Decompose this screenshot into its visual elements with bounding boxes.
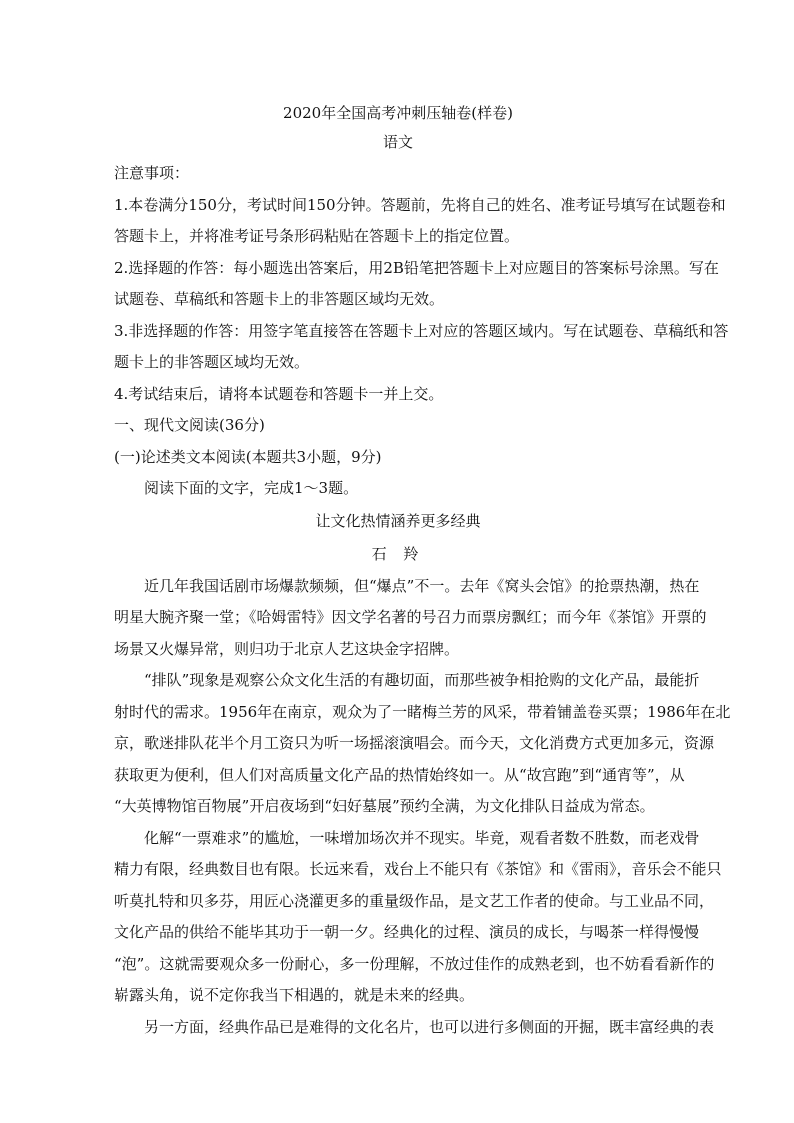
paragraph	[114, 665, 731, 823]
notice-item-2-line-1: 2.选择题的作答：每小题选出答案后，用2B铅笔把答题卡上对应题目的答案标号涂黑。写在	[114, 258, 719, 277]
notice-item-3-line-1: 3.非选择题的作答：用签字笔直接答在答题卡上对应的答题区域内。写在试题卷、草稿纸和答	[114, 321, 729, 340]
paragraph-line: 京，歌迷排队花半个月工资只为听一场摇滚演唱会。而今天，文化消费方式更加多元，资源	[114, 734, 715, 752]
notice-heading: 注意事项：	[114, 164, 190, 182]
exam-subject: 语文	[382, 133, 413, 151]
paragraph-line: 明星大腕齐聚一堂；《哈姆雷特》因文学名著的号召力而票房飘红；而今年《茶馆》开票的	[114, 608, 707, 626]
paragraph-line: “排队”现象是观察公众文化生活的有趣切面，而那些被争相抢购的文化产品，最能折	[144, 671, 700, 689]
notice-item-1-line-1: 1.本卷满分150分，考试时间150分钟。答题前，先将自己的姓名、准考证号填写在试题卷和	[114, 195, 726, 214]
paragraph-line: 获取更为便利，但人们对高质量文化产品的热情始终如一。从“故宫跑”到“通宵等”，从	[114, 765, 685, 784]
notice-list	[114, 190, 729, 411]
article-author: 石 羚	[371, 544, 425, 563]
paragraph-line: “泡”。这就需要观众多一份耐心，多一份理解，不放过佳作的成熟老到，也不妨看看新作的	[114, 954, 715, 973]
notice-item-2-line-2: 试题卷、草稿纸和答题卡上的非答题区域均无效。	[114, 290, 445, 308]
paragraph-line: 射时代的需求。1956年在南京，观众为了一睹梅兰芳的风采，带着铺盖卷买票；1986年在北	[114, 702, 731, 721]
notice-item-1-line-2: 答题卡上，并将准考证号条形码粘贴在答题卡上的指定位置。	[114, 227, 520, 245]
paragraph-line: “大英博物馆百物展”开启夜场到“妇好墓展”预约全满，为文化排队日益成为常态。	[114, 797, 655, 815]
section-title: 一、现代文阅读(36分)	[114, 416, 265, 434]
paragraph-line: 化解“一票难求”的尴尬，一味增加场次并不现实。毕竟，观看者数不胜数，而老戏骨	[144, 828, 700, 847]
paragraph-line: 近几年我国话剧市场爆款频频，但“爆点”不一。去年《窝头会馆》的抢票热潮，热在	[144, 576, 700, 595]
article-title: 让文化热情涵养更多经典	[315, 511, 481, 530]
exam-page	[114, 100, 731, 1043]
notice-item-3-line-2: 题卡上的非答题区域均无效。	[114, 353, 310, 371]
paragraph-line: 另一方面，经典作品已是难得的文化名片，也可以进行多侧面的开掘，既丰富经典的表	[144, 1017, 715, 1036]
article-body	[114, 571, 731, 1044]
notice-item-4-line-1: 4.考试结束后，请将本试题卷和答题卡一并上交。	[114, 384, 444, 403]
paragraph	[114, 571, 707, 666]
paragraph-line: 听莫扎特和贝多芬，用匠心浇灌更多的重量级作品，是文艺工作者的使命。与工业品不同，	[114, 891, 715, 910]
exam-title: 2020年全国高考冲刺压轴卷(样卷)	[283, 104, 513, 122]
section-subtitle: (一)论述类文本阅读(本题共3小题，9分)	[114, 447, 382, 466]
paragraph-line: 文化产品的供给不能毕其功于一朝一夕。经典化的过程、演员的成长，与喝茶一样得慢慢	[114, 923, 700, 941]
paragraph	[114, 823, 722, 1012]
paragraph-line: 场景又火爆异常，则归功于北京人艺这块金字招牌。	[114, 639, 460, 658]
section-instruction: 阅读下面的文字，完成1～3题。	[144, 479, 359, 497]
paragraph	[114, 1012, 715, 1044]
paragraph-line: 崭露头角，说不定你我当下相遇的，就是未来的经典。	[114, 986, 475, 1004]
paragraph-line: 精力有限，经典数目也有限。长远来看，戏台上不能只有《茶馆》和《雷雨》，音乐会不能只	[114, 860, 722, 878]
